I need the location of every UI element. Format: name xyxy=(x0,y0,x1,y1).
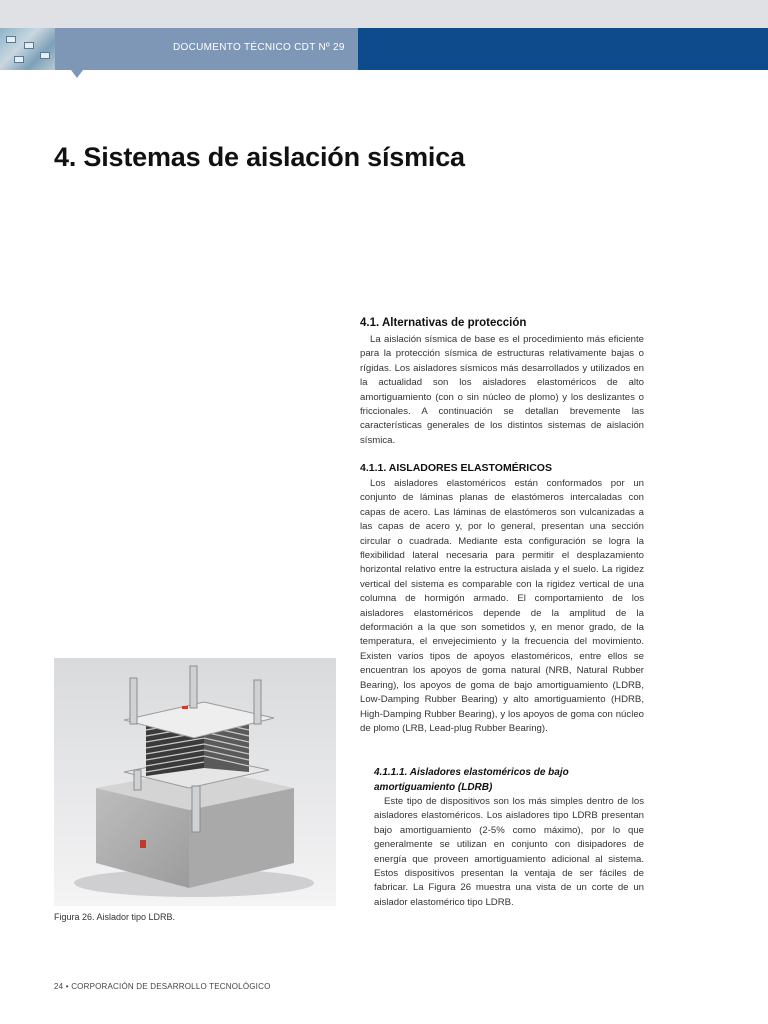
page-footer xyxy=(54,982,271,991)
thumbnail-detail xyxy=(24,42,34,49)
header-band xyxy=(55,28,358,70)
page-number: 24 xyxy=(54,982,64,991)
thumbnail-detail xyxy=(40,52,50,59)
document-series-title: DOCUMENTO TÉCNICO CDT Nº 29 xyxy=(173,42,345,53)
footer-bullet: • xyxy=(65,982,69,991)
ldrb-isolator-figure xyxy=(54,658,336,906)
footer-organization: CORPORACIÓN DE DESARROLLO TECNOLÓGICO xyxy=(71,982,271,991)
top-strip xyxy=(0,0,768,28)
section-body-4-1-1-1 xyxy=(374,795,644,910)
header-band-dark xyxy=(358,28,768,70)
isolator-illustration xyxy=(54,658,336,906)
section-body-4-1 xyxy=(360,333,644,448)
section-heading-4-1-1: 4.1.1. AISLADORES ELASTOMÉRICOS xyxy=(360,462,552,474)
paragraph: La aislación sísmica de base es el procedimiento más eficiente para la protección sísmica de estructuras relativamente bajas o rígidas. Los aisladores sísmicos más desarrollados y utilizados en la actualidad son los aisladores elastoméricos de alto amortiguamiento (con o sin núcleo de plomo) y los deslizantes o friccionales. A continuación se detallan brevemente las características generales de los distintos sistemas de aislación sísmica. xyxy=(360,334,644,446)
section-heading-4-1: 4.1. Alternativas de protección xyxy=(360,317,527,329)
header-thumbnail-image xyxy=(0,28,55,70)
header-notch xyxy=(71,70,83,78)
section-heading-4-1-1-1: 4.1.1.1. Aisladores elastoméricos de bajo amortiguamiento (LDRB) xyxy=(374,767,569,793)
thumbnail-detail xyxy=(6,36,16,43)
figure-caption: Figura 26. Aislador tipo LDRB. xyxy=(54,912,176,922)
section-body-4-1-1 xyxy=(360,477,644,736)
paragraph: Los aisladores elastoméricos están conformados por un conjunto de láminas planas de elastómeros intercaladas con capas de acero. Las láminas de elastómeros son vulcanizadas a las capas de acero y, por lo general, presentan una sección circular o cuadrada. Mediante esta configuración se logra la flexibilidad lateral necesaria para permitir el desplazamiento horizontal relativo entre la estructura aislada y el suelo. La rigidez vertical del sistema es comparable con la rigidez vertical de una columna de hormigón armado. El comportamiento de los aisladores elastoméricos depende de la amplitud de la deformación a la que son sometidos y, en menor grado, de la temperatura, el envejecimiento y la frecuencia del movimiento. Existen varios tipos de apoyos elastoméricos, entre ellos se encuentran los apoyos de goma natural (NRB, Natural Rubber Bearing), los apoyos de goma de bajo amortiguamiento (LDRB, Low-Damping Rubber Bearing) y alto amortiguamiento (HDRB, High-Damping Rubber Bearing), y los apoyos de goma con núcleo de plomo (LRB, Lead-plug Rubber Bearing). xyxy=(360,478,644,734)
paragraph: Este tipo de dispositivos son los más simples dentro de los aisladores elastoméricos. Los aisladores tipo LDRB presentan bajo amortiguamiento (2-5% como máximo), por lo que generalmente se utilizan en conjunto con disipadores de energía que proveen amortiguamiento adicional al sistema. Estos dispositivos presentan la ventaja de ser fáciles de fabricar. La Figura 26 muestra una vista de un corte de un aislador elastomérico tipo LDRB. xyxy=(374,796,644,908)
chapter-title: 4. Sistemas de aislación sísmica xyxy=(54,142,465,172)
thumbnail-detail xyxy=(14,56,24,63)
